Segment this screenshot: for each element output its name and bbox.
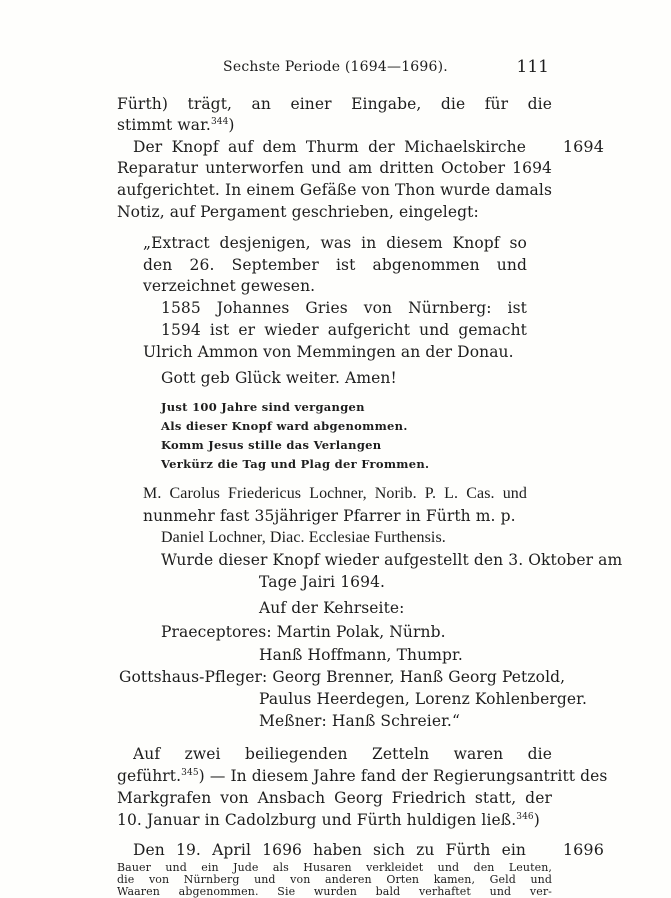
paragraph4-line3: die von Nürnberg und von anderen Orten kamen, Geld und: [117, 874, 552, 886]
inscription-line5: 1594 ist er wieder aufgericht und gemacht: [161, 321, 527, 339]
paragraph3-line3: Markgrafen von Ansbach Georg Friedrich statt, der: [117, 789, 552, 807]
verse-line4: Verkürz die Tag und Plag der Frommen.: [161, 457, 430, 471]
inscription-line3: verzeichnet gewesen.: [143, 277, 316, 295]
footnote-ref-344: 344: [210, 116, 229, 127]
signature-line3: Daniel Lochner, Diac. Ecclesiae Furthensis.: [161, 529, 446, 546]
page-number: 111: [516, 57, 549, 77]
paragraph3-line4-start: 10. Januar in Cadolzburg und Fürth huldigen ließ.: [117, 811, 517, 829]
reverse-line2: Hanß Hoffmann, Thumpr.: [259, 646, 463, 664]
paragraph3-line1: Auf zwei beiliegenden Zetteln waren die: [133, 745, 552, 763]
running-head: Sechste Periode (1694—1696).: [223, 59, 448, 75]
margin-year-1696: 1696: [562, 840, 604, 859]
inscription-line1: „Extract desjenigen, was in diesem Knopf so: [143, 234, 527, 252]
reverse-heading: Auf der Kehrseite:: [259, 599, 405, 617]
paragraph2-line4: Notiz, auf Pergament geschrieben, eingelegt:: [117, 203, 479, 221]
reverse-line3: Gottshaus-Pfleger: Georg Brenner, Hanß Georg Petzold,: [119, 668, 566, 686]
inscription-line7: Gott geb Glück weiter. Amen!: [161, 369, 397, 387]
paragraph3-line4-end: ): [533, 811, 540, 829]
verse-line3: Komm Jesus stille das Verlangen: [161, 438, 382, 452]
verse-line2: Als dieser Knopf ward abgenommen.: [161, 419, 408, 433]
paragraph2-line1: Der Knopf auf dem Thurm der Michaelskirche: [133, 138, 526, 156]
signature-line4: Wurde dieser Knopf wieder aufgestellt den 3. Oktober am: [161, 551, 623, 569]
signature-line2: nunmehr fast 35jähriger Pfarrer in Fürth m. p.: [143, 507, 516, 525]
reverse-line1: Praeceptores: Martin Polak, Nürnb.: [161, 623, 446, 641]
footnote-ref-346: 346: [516, 811, 534, 822]
signature-line5: Tage Jairi 1694.: [259, 573, 386, 591]
paragraph3-line2: [117, 766, 608, 786]
paragraph4-line1: Den 19. April 1696 haben sich zu Fürth ein: [133, 841, 526, 859]
inscription-line6: Ulrich Ammon von Memmingen an der Donau.: [143, 343, 514, 361]
reverse-line5: Meßner: Hanß Schreier.“: [259, 712, 460, 730]
reverse-line4: Paulus Heerdegen, Lorenz Kohlenberger.: [259, 690, 587, 708]
paragraph3-line4: [117, 810, 540, 830]
paragraph1-line2-text: stimmt war.: [117, 116, 211, 134]
footnote-ref-345: 345: [181, 767, 199, 778]
paragraph3-line2-start: geführt.: [117, 767, 182, 785]
paragraph3-line2-rest: ) — In diesem Jahre fand der Regierungsantritt des: [198, 767, 608, 785]
paragraph1-line2: [117, 115, 235, 135]
paragraph4-line2: Bauer und ein Jude als Husaren verkleidet und den Leuten,: [117, 862, 552, 874]
page-header: [0, 57, 671, 81]
paragraph4-line4: Waaren abgenommen. Sie wurden bald verhaftet und ver-: [117, 886, 552, 898]
paragraph1-line2-end: ): [228, 116, 235, 134]
inscription-line4: 1585 Johannes Gries von Nürnberg: ist: [161, 299, 527, 317]
signature-line1: M. Carolus Friedericus Lochner, Norib. P. L. Cas. und: [143, 485, 527, 502]
margin-year-1694: 1694: [562, 137, 604, 156]
inscription-line2: den 26. September ist abgenommen und: [143, 256, 527, 274]
verse-line1: Just 100 Jahre sind vergangen: [161, 400, 365, 414]
paragraph2-line3: aufgerichtet. In einem Gefäße von Thon wurde damals: [117, 181, 552, 199]
paragraph2-line2: Reparatur unterworfen und am dritten October 1694: [117, 159, 552, 177]
paragraph1-line1: Fürth) trägt, an einer Eingabe, die für die: [117, 95, 552, 113]
